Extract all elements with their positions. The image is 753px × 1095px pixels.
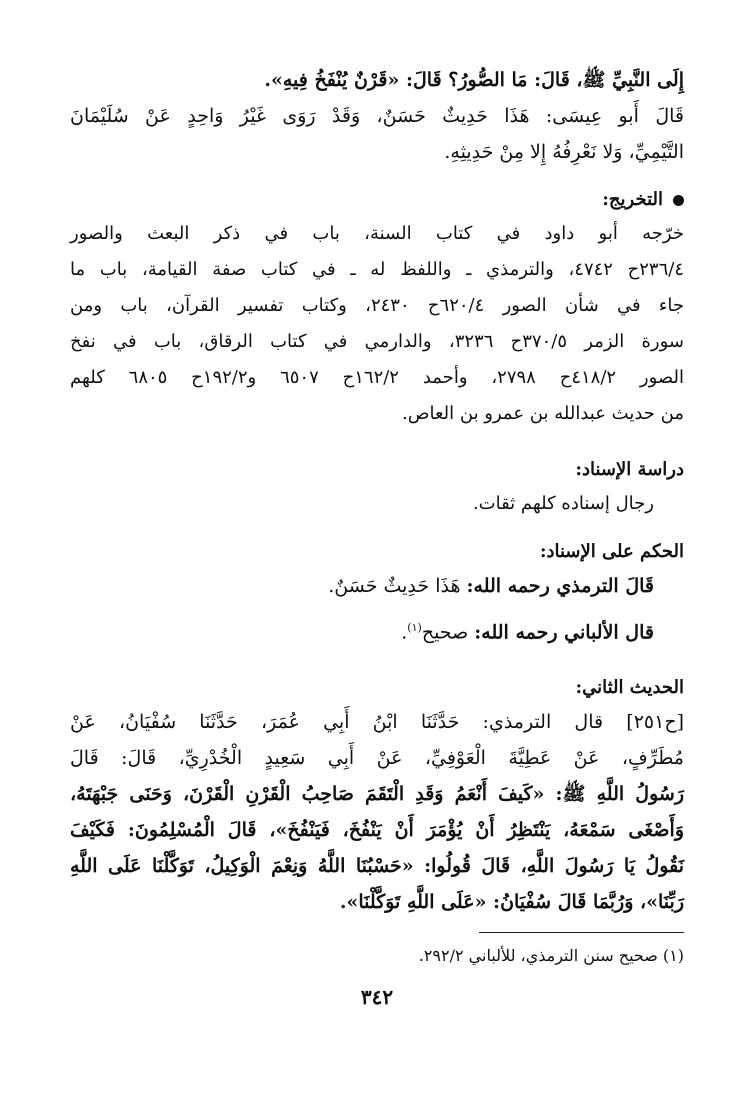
hadith-end-line-3: التَّيْمِيِّ، وَلا نَعْرِفُهُ إِلا مِنْ حَدِيثِهِ. xyxy=(444,141,684,163)
ruling-albani-label: قال الألباني رحمه الله: xyxy=(474,621,654,644)
takhrij-line: ٢٣٦/٤ح ٤٧٤٢، والترمذي ـ واللفظ له ـ في كتاب صفة القيامة، باب ما xyxy=(70,259,685,280)
second-hadith-line: [ح٢٥١] قال الترمذي: حَدَّثَنَا ابْنُ أَبِي عُمَرَ، حَدَّثَنَا سُفْيَانُ، عَنْ xyxy=(70,711,684,734)
takhrij-line: جاء في شأن الصور ٦٢٠/٤ح ٢٤٣٠، وكتاب تفسير القرآن، باب ومن xyxy=(70,295,685,316)
isnad-study-text: رجال إسناده كلهم ثقات. xyxy=(472,493,654,514)
second-hadith-line: مُطَرِّفٍ، عَنْ عَطِيَّةَ الْعَوْفِيِّ، عَنْ أَبِي سَعِيدٍ الْخُدْرِيِّ، قَالَ: قَالَ xyxy=(70,747,684,770)
footnote-divider xyxy=(479,932,684,933)
isnad-study-heading: دراسة الإسناد: xyxy=(575,459,684,480)
takhrij-heading-text: التخريج: xyxy=(602,189,663,210)
ruling-albani-text: صحيح xyxy=(421,621,469,644)
ruling-heading: الحكم على الإسناد: xyxy=(539,541,684,562)
takhrij-line: الصور ٤١٨/٢ح ٢٧٩٨، وأحمد ١٦٢/٢ح ٦٥٠٧ و١٩٢/٢ح ٦٨٠٥ كلهم xyxy=(70,367,684,388)
takhrij-line: خرّجه أبو داود في كتاب السنة، باب في ذكر البعث والصور xyxy=(70,223,684,244)
ruling-albani-end: . xyxy=(401,621,408,644)
hadith-end-line-2: قَالَ أَبو عِيسَى: هَذَا حَدِيثٌ حَسَنٌ، وَقَدْ رَوَى غَيْرُ وَاحِدٍ عَنْ سُلَيْمَانَ xyxy=(70,105,684,127)
ruling-line-tirmidhi xyxy=(70,568,684,604)
book-page xyxy=(70,62,684,1009)
ruling-line-albani xyxy=(70,610,684,650)
second-hadith-line: وَأَصْغَى سَمْعَهُ، يَنْتَظِرُ أَنْ يُؤْمَرَ أَنْ يَنْفُخَ، فَيَنْفُخَ»، قَالَ الْمُسْلِمُونَ: فَكَيْفَ xyxy=(70,819,684,842)
takhrij-line: سورة الزمر ٣٧٠/٥ح ٣٢٣٦، والدارمي في كتاب الرقاق، باب في نفخ xyxy=(70,331,685,352)
takhrij-heading xyxy=(70,184,684,216)
takhrij-line: من حديث عبدالله بن عمرو بن العاص. xyxy=(402,403,684,424)
bullet-icon xyxy=(673,195,684,206)
footnote-marker: (١) xyxy=(407,621,422,634)
second-hadith-line: رَسُولُ اللَّهِ ﷺ: «كَيفَ أَنْعَمُ وَقَدِ الْتَقَمَ صَاحِبُ الْقَرْنِ الْقَرْنَ، وَحَنَى جَبْهَتَهُ، xyxy=(70,783,684,806)
second-hadith-heading: الحديث الثاني: xyxy=(575,677,684,699)
hadith-end-line-1: إِلَى النَّبِيِّ ﷺ، قَالَ: مَا الصُّورُ؟ قَالَ: «قَرْنٌ يُنْفَخُ فِيهِ». xyxy=(264,69,684,91)
ruling-tirmidhi-label: قَالَ الترمذي رحمه الله: xyxy=(466,575,654,597)
ruling-tirmidhi-text: هَذَا حَدِيثٌ حَسَنٌ. xyxy=(328,575,461,597)
second-hadith-line: نَقُولُ يَا رَسُولَ اللَّهِ، قَالَ قُولُوا: «حَسْبُنَا اللَّهُ وَنِعْمَ الْوَكِيلُ، تَوَكَّلْنَا عَلَى اللَّهِ xyxy=(70,855,684,878)
page-number: ٣٤٢ xyxy=(360,985,394,1010)
second-hadith-line: رَبِّنَا»، وَرُبَّمَا قَالَ سُفْيَانُ: «عَلَى اللَّهِ تَوَكَّلْنَا». xyxy=(339,891,684,914)
footnote: (١) صحيح سنن الترمذي، للألباني ٢٩٢/٢. xyxy=(418,946,684,966)
